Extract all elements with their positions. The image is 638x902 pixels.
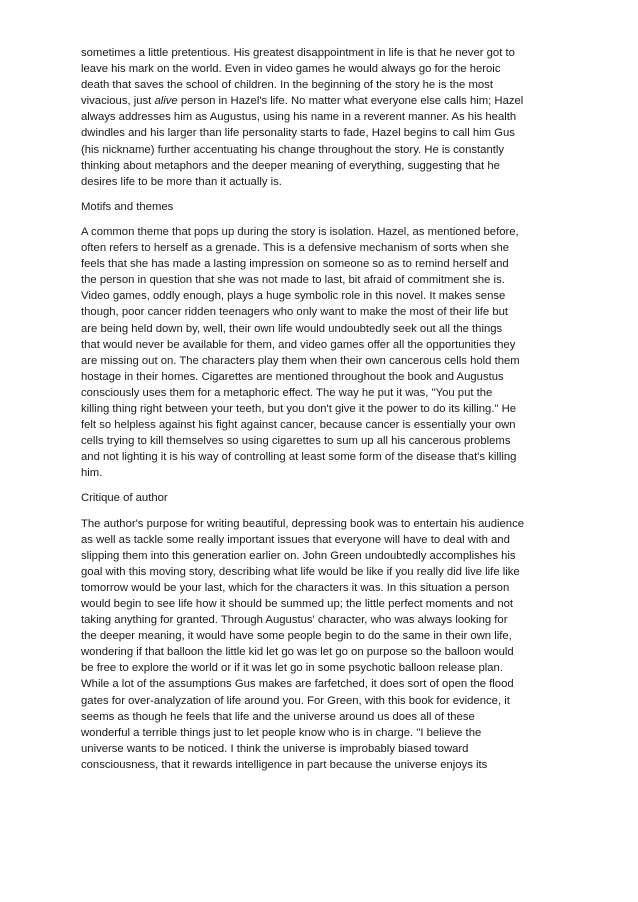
text-line: Video games, oddly enough, plays a huge symbolic role in this novel. It makes sense [81, 290, 506, 303]
text-line: universe wants to be noticed. I think the universe is improbably biased toward [81, 742, 469, 755]
text-line: (his nickname) further accentuating his change throughout the story. He is constantly [81, 143, 505, 156]
text-line: taking anything for granted. Through Augustus' character, who was always looking for [81, 614, 508, 627]
text-line: sometimes a little pretentious. His greatest disappointment in life is that he never got to [81, 47, 515, 59]
text-line: consciously uses them for a metaphoric effect. The way he put it was, "You put the [81, 386, 493, 399]
text-line: seems as though he feels that life and the universe around us does all of these [81, 710, 475, 723]
text-line: A common theme that pops up during the story is isolation. Hazel, as mentioned before, [81, 225, 519, 238]
text-line: The author's purpose for writing beautiful, depressing book was to entertain his audience [81, 517, 525, 530]
text-line: tomorrow would be your last, which for the characters it was. In this situation a person [81, 581, 510, 594]
text-line: dwindles and his larger than life personality starts to fade, Hazel begins to call him Gus [81, 127, 515, 140]
text-run: vivacious, just [81, 95, 155, 108]
text-line: killing thing right between your teeth, but you don't give it the power to do its killing." He [81, 402, 517, 415]
heading-critique-of-author: Critique of author [81, 492, 168, 505]
text-line: leave his mark on the world. Even in video games he would always go for the heroic [81, 63, 501, 76]
text-line: and not lighting it is his way of controlling at least some form of the disease that's killing [81, 451, 517, 464]
paragraph-character-description [81, 45, 588, 190]
text-line: cells trying to kill themselves so using cigarettes to sum up all his cancerous problems [81, 435, 511, 448]
text-line: be free to explore the world or if it was let go in some psychotic balloon release plan. [81, 662, 503, 675]
paragraph-critique-of-author [81, 516, 588, 774]
text-line: wonderful a terrible things just to let people know who is in charge. "I believe the [81, 726, 482, 739]
text-line: slipping them into this generation earlier on. John Green undoubtedly accomplishes his [81, 549, 516, 562]
paragraph-motifs-and-themes [81, 224, 588, 482]
text-run: person in Hazel's life. No matter what everyone else calls him; Hazel [177, 95, 524, 108]
text-line: often refers to herself as a grenade. This is a defensive mechanism of sorts when she [81, 242, 510, 255]
text-line [81, 93, 588, 109]
text-line: desires life to be more than it actually is. [81, 175, 282, 188]
text-line: him. [81, 467, 103, 480]
text-line: though, poor cancer ridden teenagers who only want to make the most of their life but [81, 306, 509, 319]
text-line: as well as tackle some really important issues that everyone will have to deal with and [81, 533, 510, 546]
emphasized-text: alive [154, 95, 178, 108]
text-line: consciousness, that it rewards intelligence in part because the universe enjoys its [81, 758, 488, 771]
text-line: the person in question that she was not made to last, bit afraid of commitment she is. [81, 274, 505, 287]
text-line: that would never be available for them, and video games offer all the opportunities they [81, 338, 516, 351]
text-line: are being held down by, well, their own life would undoubtedly seek out all the things [81, 322, 503, 335]
text-line: feels that she has made a lasting impression on someone so as to remind herself and [81, 258, 509, 271]
text-line: death that saves the school of children. In the beginning of the story he is the most [81, 79, 493, 92]
text-line: gates for over-analyzation of life around you. For Green, with this book for evidence, it [81, 694, 510, 707]
heading-motifs-and-themes: Motifs and themes [81, 200, 174, 213]
text-line: are missing out on. The characters play them when their own cancerous cells hold them [81, 354, 520, 367]
text-line: felt so helpless against his fight against cancer, because cancer is essentially your own [81, 419, 516, 432]
text-line: would begin to see life how it should be summed up; the little perfect moments and not [81, 598, 514, 610]
text-line: hostage in their homes. Cigarettes are mentioned throughout the book and Augustus [81, 370, 504, 383]
text-line: goal with this moving story, describing what life would be like if you really did live life like [81, 565, 520, 578]
text-line: always addresses him as Augustus, using his name in a reverent manner. As his health [81, 111, 517, 124]
text-line: the deeper meaning, it would have some people begin to do the same in their own life, [81, 630, 512, 643]
text-line: wondering if that balloon the little kid let go was let go on purpose so the balloon would [81, 646, 514, 659]
text-line: thinking about metaphors and the deeper meaning of everything, suggesting that he [81, 159, 500, 172]
text-line: While a lot of the assumptions Gus makes are farfetched, it does sort of open the flood [81, 678, 514, 691]
